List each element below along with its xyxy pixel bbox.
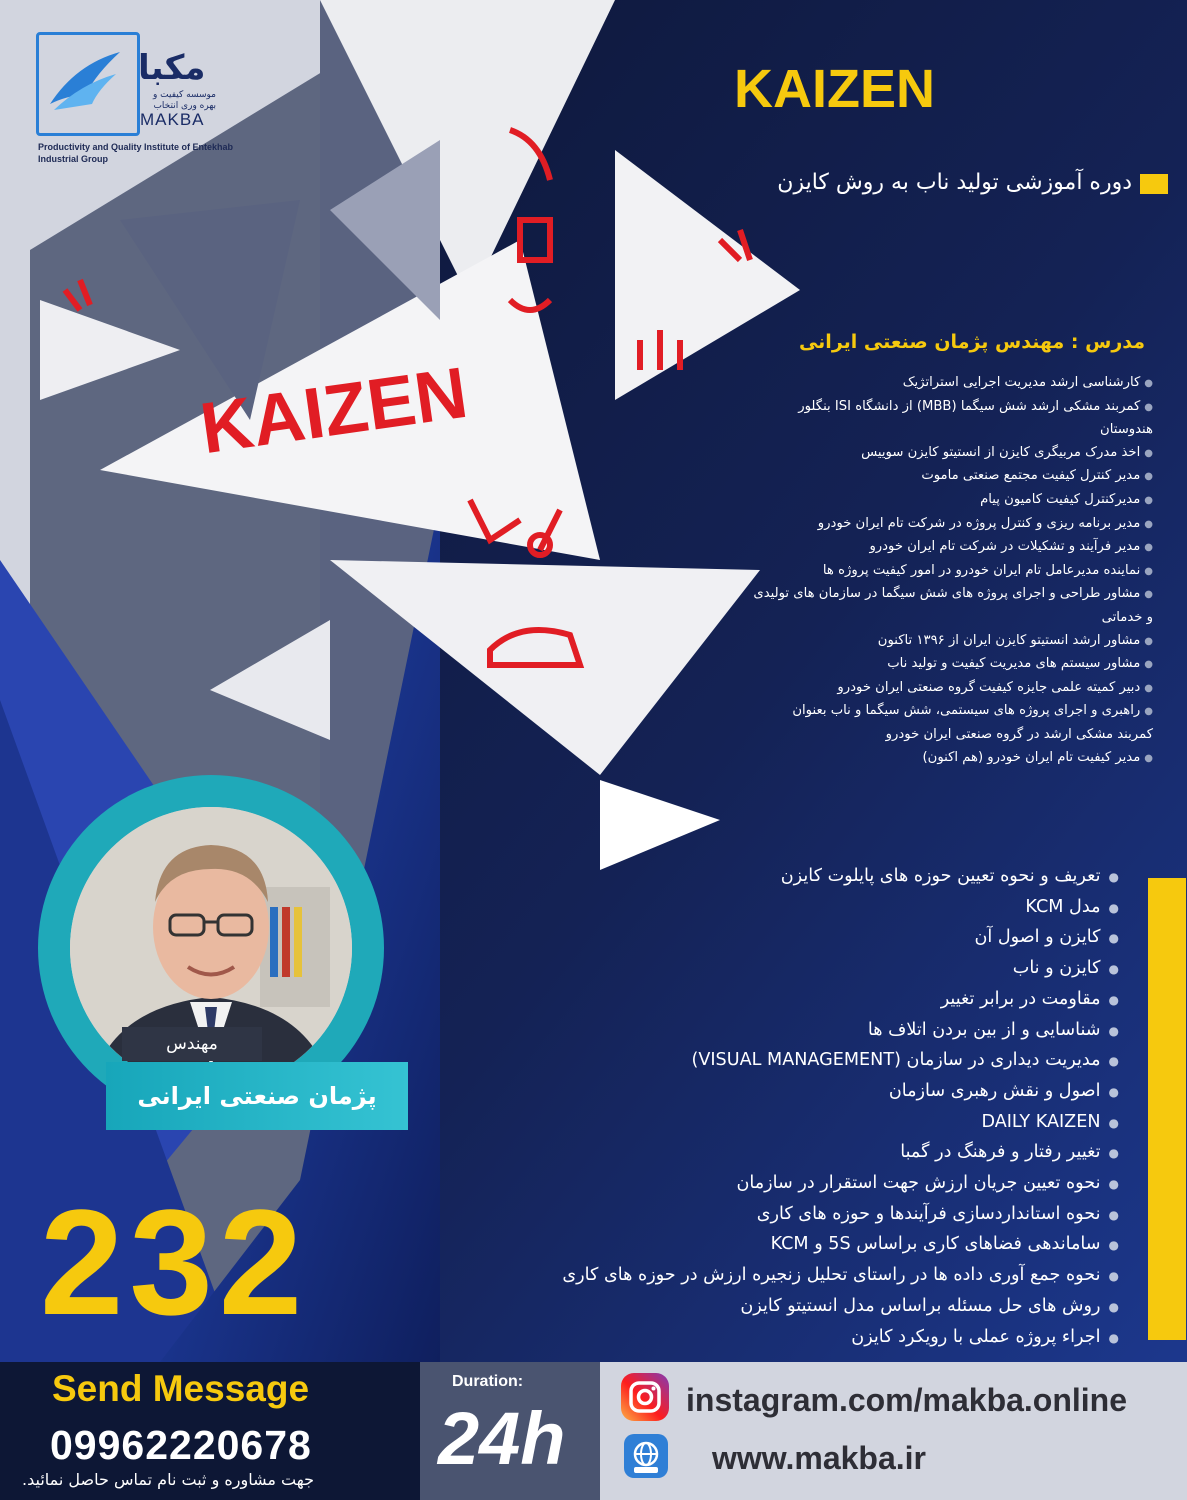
bio-item: ●اخذ مدرک مربیگری کایزن از انستیتو کایزن سوییس: [861, 444, 1153, 460]
topic-item: ●نحوه تعیین جریان ارزش جهت استقرار در سازمان: [736, 1173, 1119, 1194]
subtitle-accent-bar: [1140, 174, 1168, 194]
website-link[interactable]: www.makba.ir: [712, 1440, 926, 1476]
topic-item: ●مدل KCM: [1025, 896, 1119, 917]
bio-item: ●مشاور سیستم های مدیریت کیفیت و تولید ناب: [887, 656, 1153, 672]
logo-wing-icon: [46, 44, 124, 118]
topic-item: ●DAILY KAIZEN: [981, 1111, 1119, 1132]
course-topics-list: [439, 862, 1119, 1353]
bio-item: ●مدیر کنترل کیفیت مجتمع صنعتی ماموت: [921, 468, 1153, 484]
bio-item: ●مدیر فرآیند و تشکیلات در شرکت تام ایران خودرو: [869, 539, 1153, 555]
topic-item: ●کایزن و ناب: [1012, 958, 1119, 979]
instructor-name-banner: پژمان صنعتی ایرانی: [106, 1062, 408, 1130]
logo-name-en: MAKBA: [140, 110, 205, 129]
duration-value: 24h: [438, 1397, 566, 1480]
logo-name-fa: مکبا: [138, 48, 206, 88]
instagram-link[interactable]: instagram.com/makba.online: [686, 1382, 1128, 1418]
topic-item: ●شناسایی و از بین بردن اتلاف ها: [867, 1019, 1119, 1040]
consult-text: جهت مشاوره و ثبت نام تماس حاصل نمائید.: [22, 1470, 315, 1489]
bio-item: ●نماینده مدیرعامل تام ایران خودرو در امور کیفیت پروژه ها: [822, 562, 1153, 578]
instructor-bio-list: [753, 372, 1153, 770]
logo-tagline: Productivity and Quality Institute of Entekhab Industrial Group: [38, 142, 234, 164]
topics-accent-bar: [1148, 878, 1186, 1340]
course-code: 232: [40, 1178, 309, 1346]
topic-item: ●روش های حل مسئله براساس مدل انستیتو کایزن: [740, 1295, 1119, 1316]
topic-item: ●تعریف و نحوه تعیین حوزه های پایلوت کایزن: [780, 866, 1119, 886]
bio-item: ●مدیر کیفیت تام ایران خودرو (هم اکنون): [922, 749, 1153, 765]
send-message-label: Send Message: [52, 1368, 310, 1409]
page-title: KAIZEN: [734, 59, 935, 119]
instructor-title-tab: مهندس: [122, 1027, 262, 1061]
course-subtitle: دوره آموزشی تولید ناب به روش کایزن: [777, 170, 1132, 195]
phone-number[interactable]: 09962220678: [50, 1422, 312, 1468]
topic-item: ●اجراء پروژه عملی با رویکرد کایزن: [851, 1326, 1119, 1347]
topic-item: ●ساماندهی فضاهای کاری براساس 5S و KCM: [770, 1234, 1119, 1255]
topic-item: ●اصول و نقش رهبری سازمان: [888, 1080, 1119, 1101]
topic-item: ●کایزن و اصول آن: [974, 927, 1119, 948]
topic-item: ●نحوه استانداردسازی فرآیندها و حوزه های کاری: [756, 1203, 1119, 1224]
instagram-icon[interactable]: [621, 1373, 669, 1421]
bio-item: ●مشاور ارشد انستیتو کایزن ایران از ۱۳۹۶ تاکنون: [877, 632, 1153, 648]
bio-item: ●راهبری و اجرای پروژه های سیستمی، شش سیگما و ناب بعنوان کمربند مشکی ارشد در گروه صنعتی ایران خودرو: [792, 703, 1153, 742]
bio-item: ●کارشناسی ارشد مدیریت اجرایی استراتژیک: [902, 375, 1153, 390]
bio-item: ●دبیر کمیته علمی جایزه کیفیت گروه صنعتی ایران خودرو: [837, 679, 1153, 695]
bio-item: ●کمربند مشکی ارشد شش سیگما (MBB) از دانشگاه ISI بنگلور هندوستان: [798, 398, 1153, 438]
bio-item: ●مشاور طراحی و اجرای پروژه های شش سیگما در سازمان های تولیدی و خدماتی: [753, 586, 1153, 625]
instructor-heading: مدرس : مهندس پژمان صنعتی ایرانی: [798, 331, 1145, 353]
bio-item: ●مدیرکنترل کیفیت کامیون پیام: [980, 491, 1153, 507]
illustration-kaizen-word: KAIZEN: [195, 352, 473, 470]
duration-label: Duration:: [452, 1373, 524, 1390]
topic-item: ●مقاومت در برابر تغییر: [940, 988, 1119, 1009]
globe-icon[interactable]: [624, 1434, 668, 1478]
topic-item: ●نحوه جمع آوری داده ها در راستای تحلیل زنجیره ارزش در حوزه های کاری: [562, 1265, 1119, 1286]
logo-subtitle-fa: موسسه کیفیت و بهره وری انتخاب: [152, 90, 216, 111]
topic-item: ●تغییر رفتار و فرهنگ در گمبا: [900, 1142, 1119, 1163]
bio-item: ●مدیر برنامه ریزی و کنترل پروژه در شرکت تام ایران خودرو: [817, 515, 1153, 531]
topic-item: ●مدیریت دیداری در سازمان (VISUAL MANAGEMENT): [691, 1050, 1119, 1071]
